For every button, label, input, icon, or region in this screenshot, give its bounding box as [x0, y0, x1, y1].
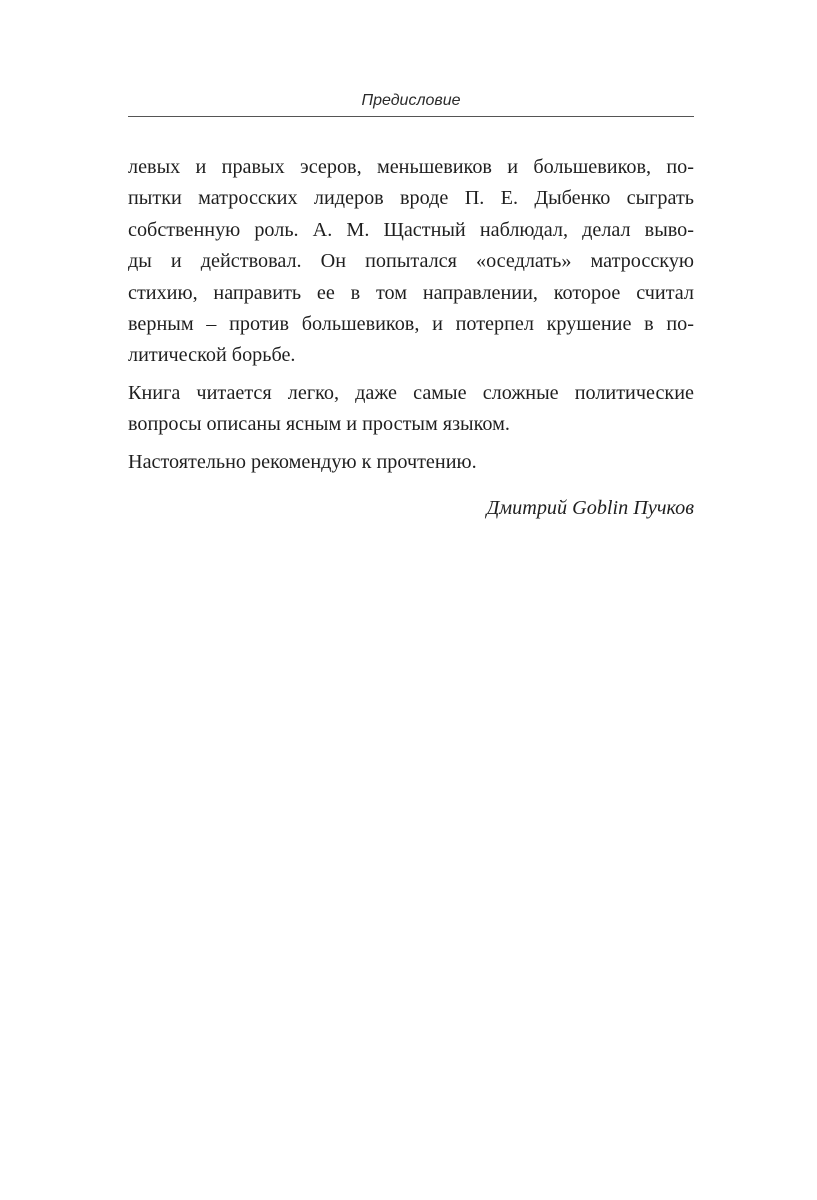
text-line: ды и действовал. Он попытался «оседлать» матросскую: [128, 250, 694, 273]
text-line: литической борьбе.: [128, 344, 296, 367]
text-line: левых и правых эсеров, меньшевиков и большевиков, по-: [128, 156, 694, 178]
text-line: пытки матросских лидеров вроде П. Е. Дыбенко сыграть: [128, 187, 694, 210]
header-rule: [128, 116, 694, 117]
text-line: вопросы описаны ясным и простым языком.: [128, 413, 510, 436]
text-line: собственную роль. А. М. Щастный наблюдал, делал выво-: [128, 218, 694, 241]
paragraph-1: [128, 152, 694, 372]
text-line: Книга читается легко, даже самые сложные политические: [128, 381, 694, 404]
body-text: [128, 152, 694, 478]
paragraph-2: [128, 378, 694, 441]
signature-author: Дмитрий Goblin Пучков: [486, 497, 694, 519]
text-line: Настоятельно рекомендую к прочтению.: [128, 450, 477, 473]
paragraph-3: [128, 447, 694, 478]
running-header-title: Предисловие: [361, 92, 461, 109]
text-line: верным – против большевиков, и потерпел крушение в по-: [128, 313, 694, 336]
text-line: стихию, направить ее в том направлении, которое считал: [128, 281, 694, 304]
